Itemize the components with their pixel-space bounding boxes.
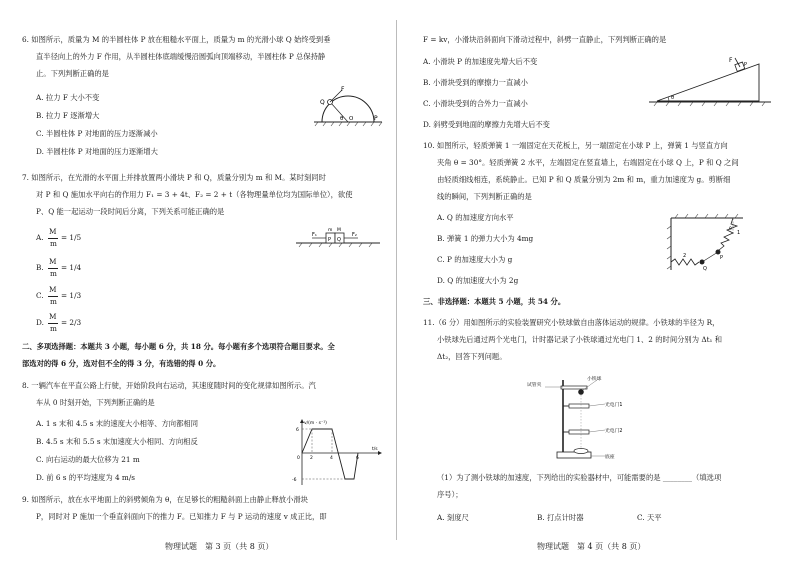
q8-fig-ylabel: v/(m · s⁻¹) xyxy=(304,421,327,426)
q10-line4: 线的瞬间，下列判断正确的是 xyxy=(437,192,532,201)
q11-line2: 小铁球先后通过两个光电门，计时器记录了小铁球通过光电门 1、2 的时间分别为 Δt₁ 和 xyxy=(437,335,723,344)
q10-fig-label-theta: θ xyxy=(729,227,732,232)
q6-option-a[interactable]: A. 拉力 F 大小不变 xyxy=(36,93,100,102)
q11-fig-label-clip: 试管夹 xyxy=(527,383,542,388)
section2-line2: 部选对的得 6 分，选对但不全的得 3 分，有选错的得 0 分。 xyxy=(22,359,221,368)
q9-line1: 9. 如图所示，放在水平地面上的斜劈倾角为 θ，在足够长的粗糙斜面上由静止释放小滑块 xyxy=(22,495,308,504)
right-page xyxy=(397,0,794,561)
q10-fig-label-q: Q xyxy=(703,266,707,272)
q7-option-b-top: M xyxy=(49,257,57,266)
q10-figure-springs xyxy=(667,212,745,272)
q9-cont-line1: F = kv，小滑块沿斜面向下滑动过程中，斜劈一直静止，下列判断正确的是 xyxy=(423,35,667,44)
q6-fig-label-q: Q xyxy=(320,99,325,106)
right-page-footer: 物理试题 第 4 页（共 8 页） xyxy=(537,542,646,551)
q7-option-b-value: = 1/4 xyxy=(61,263,82,272)
q7-option-d-bottom: m xyxy=(50,324,57,333)
q7-option-c-top: M xyxy=(49,285,57,294)
q7-option-b-label: B. xyxy=(36,263,44,272)
q8-option-b[interactable]: B. 4.5 s 末和 5.5 s 末加速度大小相同、方向相反 xyxy=(36,437,198,446)
q9-option-a[interactable]: A. 小滑块 P 的加速度先增大后不变 xyxy=(423,57,538,66)
q7-option-a-label: A. xyxy=(36,233,44,242)
q7-option-d-top: M xyxy=(49,312,57,321)
q8-line2: 车从 0 时刻开始，下列判断正确的是 xyxy=(36,398,155,407)
q6-option-d[interactable]: D. 半圆柱体 P 对地面的压力逐渐增大 xyxy=(36,147,158,156)
q8-option-a[interactable]: A. 1 s 末和 4.5 s 末的速度大小相等、方向都相同 xyxy=(36,419,198,428)
q10-option-a[interactable]: A. Q 的加速度方向水平 xyxy=(437,213,514,222)
q7-option-c-bottom: m xyxy=(50,297,57,306)
q11-sub1-line1: （1）为了测小铁球的加速度，下列给出的实验器材中，可能需要的是 ________（填选项 xyxy=(437,473,722,482)
q9-fig-label-theta: θ xyxy=(671,95,675,101)
q7-option-b-bottom: m xyxy=(50,269,57,278)
q10-fig-label-2: 2 xyxy=(683,253,687,259)
q6-line1: 6. 如图所示，质量为 M 的半圆柱体 P 放在粗糙水平面上，质量为 m 的光滑小球 Q 始终受到垂 xyxy=(22,35,331,44)
q11-line1: 11.（6 分）用如图所示的实验装置研究小铁球做自由落体运动的规律。小铁球的半径为 R， xyxy=(423,318,720,327)
q7-option-c-label: C. xyxy=(36,291,44,300)
q8-figure-vt-graph xyxy=(288,417,384,489)
q6-line3: 止。下列判断正确的是 xyxy=(36,69,109,78)
q6-fig-label-theta: θ xyxy=(340,116,344,122)
q6-fig-label-p: P xyxy=(374,115,378,122)
q10-line1: 10. 如图所示，轻质弹簧 1 一端固定在天花板上，另一端固定在小球 P 上，弹簧 1 与竖直方向 xyxy=(423,141,728,150)
q8-fig-tick-y6: 6 xyxy=(296,428,299,433)
q10-fig-label-p: P xyxy=(720,255,724,261)
q11-option-a[interactable]: A. 刻度尺 xyxy=(437,513,469,522)
q8-fig-tick-x2: 2 xyxy=(310,456,313,461)
q7-fig-label-f1: F₁ xyxy=(312,232,317,238)
q7-line3: P、Q 能一起运动一段时间后分离，下列关系可能正确的是 xyxy=(36,207,225,216)
q7-fig-label-p: P xyxy=(328,237,332,243)
q10-option-d[interactable]: D. Q 的加速度大小为 2g xyxy=(437,276,519,285)
q7-option-c-value: = 1/3 xyxy=(61,291,82,300)
q11-figure-apparatus xyxy=(527,374,647,462)
q7-fig-label-f2: F₂ xyxy=(352,232,357,238)
q7-option-d-value: = 2/3 xyxy=(61,318,82,327)
q7-fig-label-q: Q xyxy=(337,237,341,243)
section2-line1: 二、多项选择题：本题共 3 小题，每小题 6 分，共 18 分。每小题有多个选项符合题目要求。全 xyxy=(22,342,335,351)
q9-figure-incline xyxy=(649,56,771,108)
q7-option-a-top: M xyxy=(49,227,57,236)
q8-fig-tick-x6: 6 xyxy=(356,456,359,461)
q6-option-c[interactable]: C. 半圆柱体 P 对地面的压力逐渐减小 xyxy=(36,129,158,138)
q11-line3: Δt₂，回答下列问题。 xyxy=(437,352,507,361)
q8-line1: 8. 一辆汽车在平直公路上行驶，开始阶段向右运动，其速度随时间的变化规律如图所示。汽 xyxy=(22,381,316,390)
q7-line1: 7. 如图所示，在光滑的水平面上并排放置两小滑块 P 和 Q，质量分别为 m 和 M。某时刻同时 xyxy=(22,173,326,182)
q6-figure-semicircle xyxy=(312,84,384,130)
q10-fig-label-1: 1 xyxy=(737,230,741,236)
q11-sub1-line2: 序号）； xyxy=(437,490,463,499)
q10-option-c[interactable]: C. P 的加速度大小为 g xyxy=(437,255,513,264)
q11-fig-label-gate1: 光电门1 xyxy=(605,403,623,408)
left-page-footer: 物理试题 第 3 页（共 8 页） xyxy=(165,542,274,551)
q11-option-c[interactable]: C. 天平 xyxy=(637,513,662,522)
q8-fig-xlabel: t/s xyxy=(372,447,378,452)
q8-option-c[interactable]: C. 向右运动的最大位移为 21 m xyxy=(36,455,140,464)
q7-option-a-value: = 1/5 xyxy=(61,233,82,242)
q9-option-d[interactable]: D. 斜劈受到地面的摩擦力先增大后不变 xyxy=(423,120,550,129)
q7-line2: 对 P 和 Q 施加水平向右的作用力 F₁ = 3 + 4t、F₂ = 2 + t（各物理量单位均为国际单位），欲使 xyxy=(36,190,353,199)
q7-fig-label-bigm: M xyxy=(337,228,341,233)
q9-option-c[interactable]: C. 小滑块受到的合外力一直减小 xyxy=(423,99,528,108)
q8-fig-tick-ym6: -6 xyxy=(292,478,297,483)
q7-figure-blocks xyxy=(296,226,380,248)
q9-fig-label-p: P xyxy=(744,62,748,68)
q6-fig-label-o: O xyxy=(349,116,354,122)
q8-fig-tick-x4: 4 xyxy=(330,456,333,461)
q9-line2: P，同时对 P 施加一个垂直斜面向下的推力 F。已知推力 F 与 P 运动的速度 v 成正比，即 xyxy=(36,512,327,521)
q7-option-d-label: D. xyxy=(36,318,44,327)
q10-option-b[interactable]: B. 弹簧 1 的弹力大小为 4mg xyxy=(437,234,534,243)
q11-fig-label-base: 底座 xyxy=(605,455,615,460)
q6-line2: 直半径向上的外力 F 作用，从半圆柱体底端缓慢沿圆弧向顶端移动，半圆柱体 P 总保持静 xyxy=(36,52,326,61)
q8-option-d[interactable]: D. 前 6 s 的平均速度为 4 m/s xyxy=(36,473,136,482)
q7-option-a-bottom: m xyxy=(50,239,57,248)
q9-option-b[interactable]: B. 小滑块受到的摩擦力一直减小 xyxy=(423,78,528,87)
q11-option-b[interactable]: B. 打点计时器 xyxy=(537,513,584,522)
q9-fig-label-f: F xyxy=(729,57,733,64)
q8-fig-tick-x0: 0 xyxy=(297,456,300,461)
section3-header: 三、非选择题：本题共 5 小题，共 54 分。 xyxy=(423,297,566,306)
q6-fig-label-f: F xyxy=(341,86,345,93)
q11-fig-label-ball: 小铁球 xyxy=(587,377,602,382)
q10-line2: 夹角 θ = 30°。轻质弹簧 2 水平，左端固定在竖直墙上，右端固定在小球 Q 上，P 和 Q 之间 xyxy=(437,158,739,167)
q11-fig-label-gate2: 光电门2 xyxy=(605,429,623,434)
q6-option-b[interactable]: B. 拉力 F 逐渐增大 xyxy=(36,111,100,120)
q7-fig-label-m: m xyxy=(328,228,333,233)
q10-line3: 由轻质细线相连，系统静止。已知 P 和 Q 质量分别为 2m 和 m，重力加速度为 g。剪断细 xyxy=(437,175,731,184)
